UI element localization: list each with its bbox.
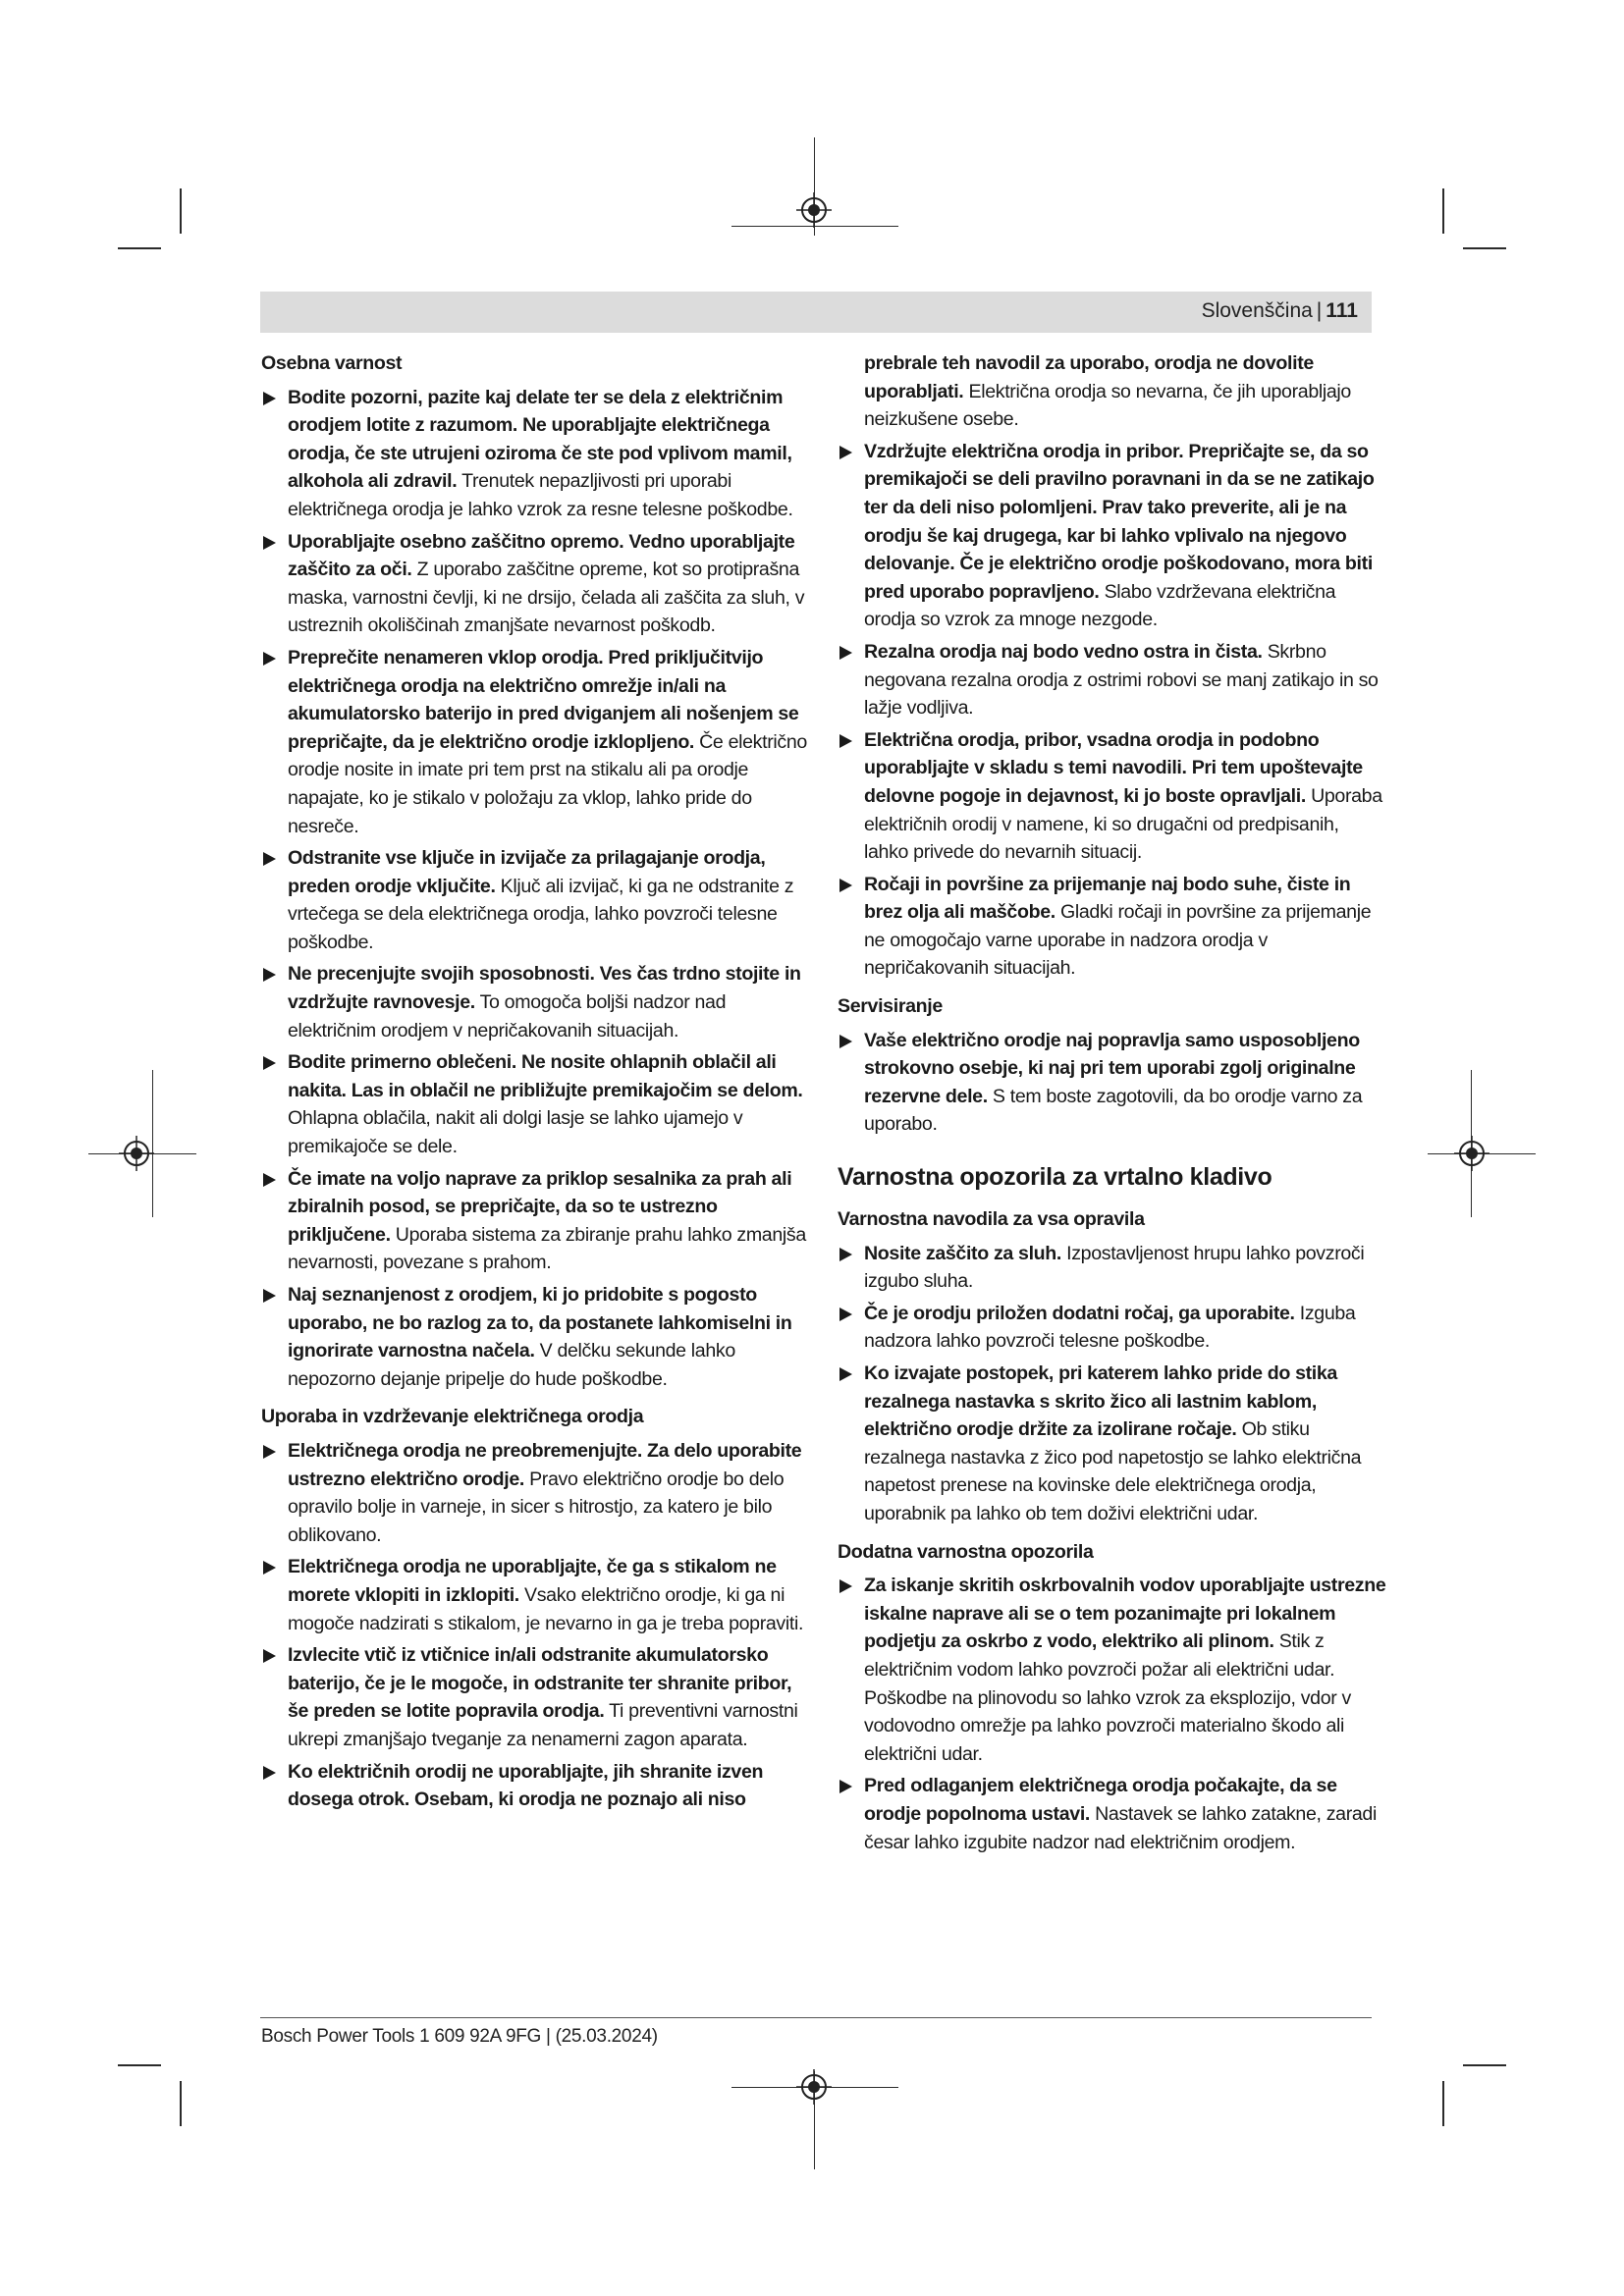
safety-item — [261, 644, 811, 840]
header-text — [1202, 299, 1358, 323]
page-number: 111 — [1326, 299, 1358, 322]
safety-item — [261, 1281, 811, 1393]
bullet-triangle-icon — [839, 1308, 852, 1321]
item-bold: Odstranite vse ključe in izvijače za prilagajanje orodja, preden orodje vključite. — [288, 847, 766, 897]
safety-item — [261, 528, 811, 640]
registration-mark-icon — [796, 192, 832, 228]
bullet-triangle-icon — [263, 536, 276, 550]
section-title: Servisiranje — [838, 995, 943, 1018]
bullet-triangle-icon — [839, 646, 852, 660]
item-bold: prebrale teh navodil za uporabo, orodja ne dovolite uporabljati. — [864, 352, 1314, 402]
item-bold: Vzdržujte električna orodja in pribor. Prepričajte se, da so premikajoči se deli pravilno poravnani in da se ne zatikajo ter da deli niso polomljeni. Prav tako preverite, ali je na orodju še kaj drugega, kar bi lahko vplivalo na njegovo delovanje. Če je električno orodje poškodovano, mora biti pred uporabo popravljeno. — [864, 440, 1375, 603]
bullet-triangle-icon — [263, 1289, 276, 1303]
bullet-triangle-icon — [263, 1056, 276, 1070]
item-bold: Pred odlaganjem električnega orodja počakajte, da se orodje popolnoma ustavi. — [864, 1775, 1337, 1825]
safety-item — [838, 1300, 1387, 1356]
section-title: Dodatna varnostna opozorila — [838, 1540, 1094, 1563]
item-bold: Rezalna orodja naj bodo vedno ostra in čista. — [864, 640, 1263, 663]
bullet-triangle-icon — [839, 1780, 852, 1793]
item-text: Uporaba električnih orodij v namene, ki so drugačni od predpisanih, lahko privede do nevarnih situacij. — [864, 784, 1382, 864]
item-text: Električna orodja so nevarna, če jih uporabljajo neizkušene osebe. — [864, 380, 1351, 431]
bullet-triangle-icon — [839, 1367, 852, 1381]
crop-mark — [1463, 247, 1506, 249]
bullet-triangle-icon — [263, 1561, 276, 1575]
safety-item — [838, 726, 1387, 867]
item-text: Če električno orodje nosite in imate pri tem prst na stikalu ali pa orodje napajate, ko je stikalo v položaju za vklop, lahko pride do nesreče. — [288, 730, 807, 837]
safety-item — [838, 438, 1387, 634]
item-text: V delčku sekunde lahko nepozorno dejanje pripelje do hude poškodbe. — [288, 1340, 735, 1390]
safety-item — [838, 1572, 1387, 1768]
bullet-triangle-icon — [839, 446, 852, 459]
item-text: Stik z električnim vodom lahko povzroči požar ali električni udar. Poškodbe na plinovodu so lahko vzrok za eksplozijo, vdor v vodovodno omrežje pa lahko povzroči materialno škodo ali električni udar. — [864, 1630, 1351, 1765]
item-bold: Uporabljajte osebno zaščitno opremo. Vedno uporabljajte zaščito za oči. — [288, 530, 795, 581]
safety-item — [261, 1165, 811, 1277]
registration-mark-icon — [119, 1136, 154, 1171]
item-text: S tem boste zagotovili, da bo orodje varno za uporabo. — [864, 1085, 1363, 1136]
item-bold: Ročaji in površine za prijemanje naj bodo suhe, čiste in brez olja ali maščobe. — [864, 873, 1351, 924]
item-text: Gladki ročaji in površine za prijemanje ne omogočajo varne uporabe in nadzora orodja v nepričakovanih situacijah. — [864, 901, 1372, 980]
bullet-triangle-icon — [263, 1173, 276, 1187]
safety-item — [261, 384, 811, 524]
item-bold: Vaše električno orodje naj popravlja samo usposobljeno strokovno osebje, ki naj pri tem uporabi zgolj originalne rezervne dele. — [864, 1029, 1360, 1107]
item-text: Ključ ali izvijač, ki ga ne odstranite z vrtečega se dela električnega orodja, lahko povzroči telesne poškodbe. — [288, 875, 794, 953]
item-bold: Za iskanje skritih oskrbovalnih vodov uporabljajte ustrezne iskalne naprave ali se o tem pozanimajte pri lokalnem podjetju za oskrbo z vodo, elektriko ali plinom. — [864, 1575, 1386, 1653]
item-text: Vsako električno orodje, ki ga ni mogoče nadzirati s stikalom, je nevarno in ga je treba popraviti. — [288, 1583, 804, 1634]
header-language: Slovenščina — [1201, 299, 1313, 322]
bullet-triangle-icon — [263, 1766, 276, 1780]
registration-mark-icon — [796, 2069, 832, 2105]
bullet-triangle-icon — [263, 1649, 276, 1663]
item-bold: Električnega orodja ne uporabljajte, če ga s stikalom ne morete vklopiti in izklopiti. — [288, 1556, 777, 1606]
item-text: Ob stiku rezalnega nastavka z žico pod napetostjo se lahko električna napetost prenese na kovinske dele električnega orodja, uporabnik pa lahko ob tem doživi električni udar. — [864, 1418, 1362, 1524]
item-bold: Nosite zaščito za sluh. — [864, 1242, 1062, 1264]
crop-mark — [1442, 2081, 1444, 2126]
list-service — [838, 1027, 1387, 1139]
bullet-triangle-icon — [839, 1035, 852, 1048]
continued-paragraph — [864, 349, 1387, 434]
bullet-triangle-icon — [263, 852, 276, 866]
safety-item — [261, 1641, 811, 1753]
item-text: Trenutek nepazljivosti pri uporabi električnega orodja je lahko vzrok za resne telesne poškodbe. — [288, 470, 793, 520]
item-text: Ohlapna oblačila, nakit ali dolgi lasje se lahko ujamejo v premikajoče se dele. — [288, 1107, 743, 1158]
item-text: Uporaba sistema za zbiranje prahu lahko zmanjša nevarnosti, povezane s prahom. — [288, 1223, 806, 1274]
bullet-triangle-icon — [263, 392, 276, 405]
item-bold: Ne precenjujte svojih sposobnosti. Ves čas trdno stojite in vzdržujte ravnovesje. — [288, 963, 801, 1014]
section-title: Uporaba in vzdrževanje električnega orodja — [261, 1406, 644, 1428]
crop-mark — [180, 188, 182, 234]
item-text: Skrbno negovana rezalna orodja z ostrimi robovi se manj zatikajo in so lažje vodljiva. — [864, 640, 1379, 720]
safety-item — [261, 960, 811, 1044]
item-text: Izguba nadzora lahko povzroči telesne poškodbe. — [864, 1302, 1356, 1353]
item-bold: Bodite primerno oblečeni. Ne nosite ohlapnih oblačil ali nakita. Las in oblačil ne približujte premikajočim se delom. — [288, 1051, 803, 1101]
list-personal — [261, 384, 811, 1394]
header-separator: | — [1316, 299, 1323, 322]
bullet-triangle-icon — [263, 1445, 276, 1459]
footer-rule — [260, 2017, 1372, 2018]
item-bold: Ko izvajate postopek, pri katerem lahko pride do stika rezalnega nastavka s skrito žico ali lastnim kablom, električno orodje držite za izolirane ročaje. — [864, 1362, 1337, 1441]
item-bold: Naj seznanjenost z orodjem, ki jo pridobite s pogosto uporabo, ne bo razlog za to, da postanete lahkomiselni in ignorirate varnostna načela. — [288, 1284, 792, 1362]
registration-mark-icon — [1454, 1136, 1489, 1171]
footer-text: Bosch Power Tools 1 609 92A 9FG | (25.03.2024) — [261, 2026, 658, 2047]
crop-mark — [118, 247, 161, 249]
list-use — [261, 1437, 811, 1814]
crop-mark — [118, 2064, 161, 2066]
bullet-triangle-icon — [839, 734, 852, 748]
section-title: Varnostna navodila za vsa opravila — [838, 1208, 1145, 1231]
safety-item — [838, 1772, 1387, 1856]
safety-item — [261, 1553, 811, 1637]
bullet-triangle-icon — [263, 652, 276, 666]
list-all-operations — [838, 1240, 1387, 1528]
section-title: Osebna varnost — [261, 352, 403, 374]
bullet-triangle-icon — [839, 1579, 852, 1593]
list-additional — [838, 1572, 1387, 1856]
item-text: Ti preventivni varnostni ukrepi zmanjšajo tveganje za nenamerni zagon aparata. — [288, 1700, 798, 1750]
item-text: Z uporabo zaščitne opreme, kot so protiprašna maska, varnostni čevlji, ki ne drsijo, čelada ali zaščita za sluh, v ustreznih okoliščinah zmanjšate nevarnost poškodb. — [288, 559, 805, 637]
item-bold: Ko električnih orodij ne uporabljajte, jih shranite izven dosega otrok. Osebam, ki orodja ne poznajo ali niso — [288, 1760, 764, 1811]
safety-item — [261, 1437, 811, 1549]
item-bold: Izvlecite vtič iz vtičnice in/ali odstranite akumulatorsko baterijo, če je le mogoče, in odstranite ter shranite pribor, še preden se lotite popravila orodja. — [288, 1644, 792, 1723]
crop-mark — [180, 2081, 182, 2126]
safety-item — [838, 871, 1387, 983]
item-bold: Električnega orodja ne preobremenjujte. Za delo uporabite ustrezno električno orodje. — [288, 1439, 802, 1490]
safety-item — [838, 1027, 1387, 1139]
list-maintenance — [838, 438, 1387, 983]
bullet-triangle-icon — [839, 879, 852, 892]
item-text: Izpostavljenost hrupu lahko povzroči izgubo sluha. — [864, 1242, 1365, 1293]
crop-mark — [1442, 188, 1444, 234]
safety-item — [838, 1240, 1387, 1296]
bullet-triangle-icon — [263, 968, 276, 982]
item-bold: Če je orodju priložen dodatni ročaj, ga uporabite. — [864, 1302, 1295, 1324]
safety-item — [838, 638, 1387, 722]
safety-item — [261, 844, 811, 956]
item-bold: Električna orodja, pribor, vsadna orodja in podobno uporabljajte v skladu s temi navodili. Pri tem upoštevajte delovne pogoje in dejavnost, ki jo boste opravljali. — [864, 728, 1363, 807]
item-text: Nastavek se lahko zatakne, zaradi česar lahko izgubite nadzor nad električnim orodjem. — [864, 1802, 1377, 1853]
item-bold: Če imate na voljo naprave za priklop sesalnika za prah ali zbiralnih posod, se prepričajte, da so te ustrezno priključene. — [288, 1167, 792, 1246]
crop-mark — [1463, 2064, 1506, 2066]
item-bold: Preprečite nenameren vklop orodja. Pred priključitvijo električnega orodja na električno omrežje in/ali na akumulatorsko baterijo in pred dviganjem ali nošenjem se prepričajte, da je električno orodje izklopljeno. — [288, 646, 799, 753]
right-column — [838, 349, 1387, 1860]
left-column — [261, 349, 811, 1818]
bullet-triangle-icon — [839, 1248, 852, 1261]
item-text: Slabo vzdrževana električna orodja so vzrok za mnoge nezgode. — [864, 580, 1336, 631]
safety-item — [838, 1360, 1387, 1528]
main-heading: Varnostna opozorila za vrtalno kladivo — [838, 1163, 1272, 1192]
item-text: To omogoča boljši nadzor nad električnim orodjem v nepričakovanih situacijah. — [288, 991, 727, 1041]
running-header — [260, 292, 1372, 333]
item-text: Pravo električno orodje bo delo opravilo bolje in varneje, in sicer s hitrostjo, za katero je bilo oblikovano. — [288, 1468, 785, 1546]
safety-item — [261, 1758, 811, 1814]
safety-item — [261, 1048, 811, 1160]
item-bold: Bodite pozorni, pazite kaj delate ter se dela z električnim orodjem lotite z razumom. Ne uporabljajte električnega orodja, če ste utrujeni oziroma če ste pod vplivom mamil, alkohola ali zdravil. — [288, 386, 792, 493]
